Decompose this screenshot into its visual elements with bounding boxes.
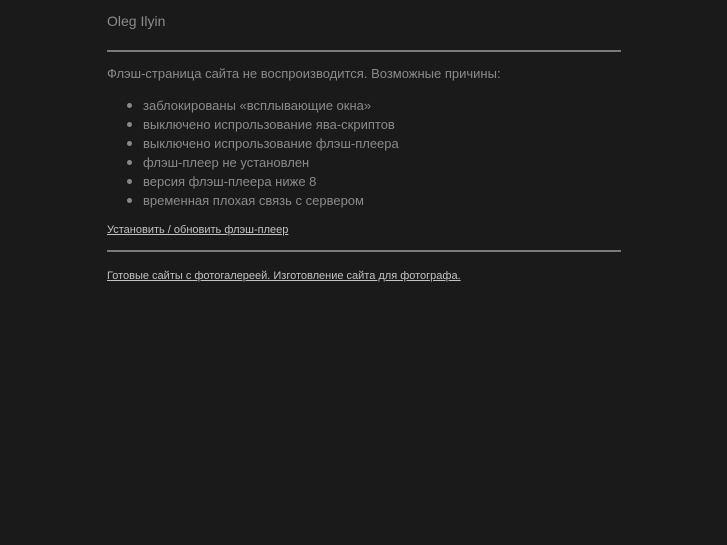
- bullet-icon: [127, 179, 132, 184]
- site-title: Oleg Ilyin: [107, 13, 166, 29]
- reason-text: заблокированы «всплывающие окна»: [143, 98, 372, 113]
- reason-text: выключено испрользование флэш-плеера: [143, 136, 399, 151]
- reason-text: выключено испрользование ява-скриптов: [143, 117, 395, 132]
- list-item: [143, 96, 399, 115]
- footer-link[interactable]: Готовые сайты с фотогалереей. Изготовление сайта для фотографа.: [107, 270, 461, 282]
- list-item: [143, 134, 399, 153]
- bullet-icon: [127, 198, 132, 203]
- bullet-icon: [127, 122, 132, 127]
- reason-text: флэш-плеер не установлен: [143, 155, 310, 170]
- reason-text: временная плохая связь с сервером: [143, 193, 364, 208]
- flash-notice: Флэш-страница сайта не воспроизводится. Возможные причины:: [107, 66, 501, 81]
- top-divider: [107, 50, 621, 52]
- bullet-icon: [127, 141, 132, 146]
- list-item: [143, 153, 399, 172]
- reason-text: версия флэш-плеера ниже 8: [143, 174, 317, 189]
- list-item: [143, 191, 399, 210]
- bottom-divider: [107, 250, 621, 252]
- bullet-icon: [127, 160, 132, 165]
- reasons-list: [143, 96, 399, 210]
- install-flash-link[interactable]: Установить / обновить флэш-плеер: [107, 224, 289, 236]
- bullet-icon: [127, 103, 132, 108]
- list-item: [143, 115, 399, 134]
- list-item: [143, 172, 399, 191]
